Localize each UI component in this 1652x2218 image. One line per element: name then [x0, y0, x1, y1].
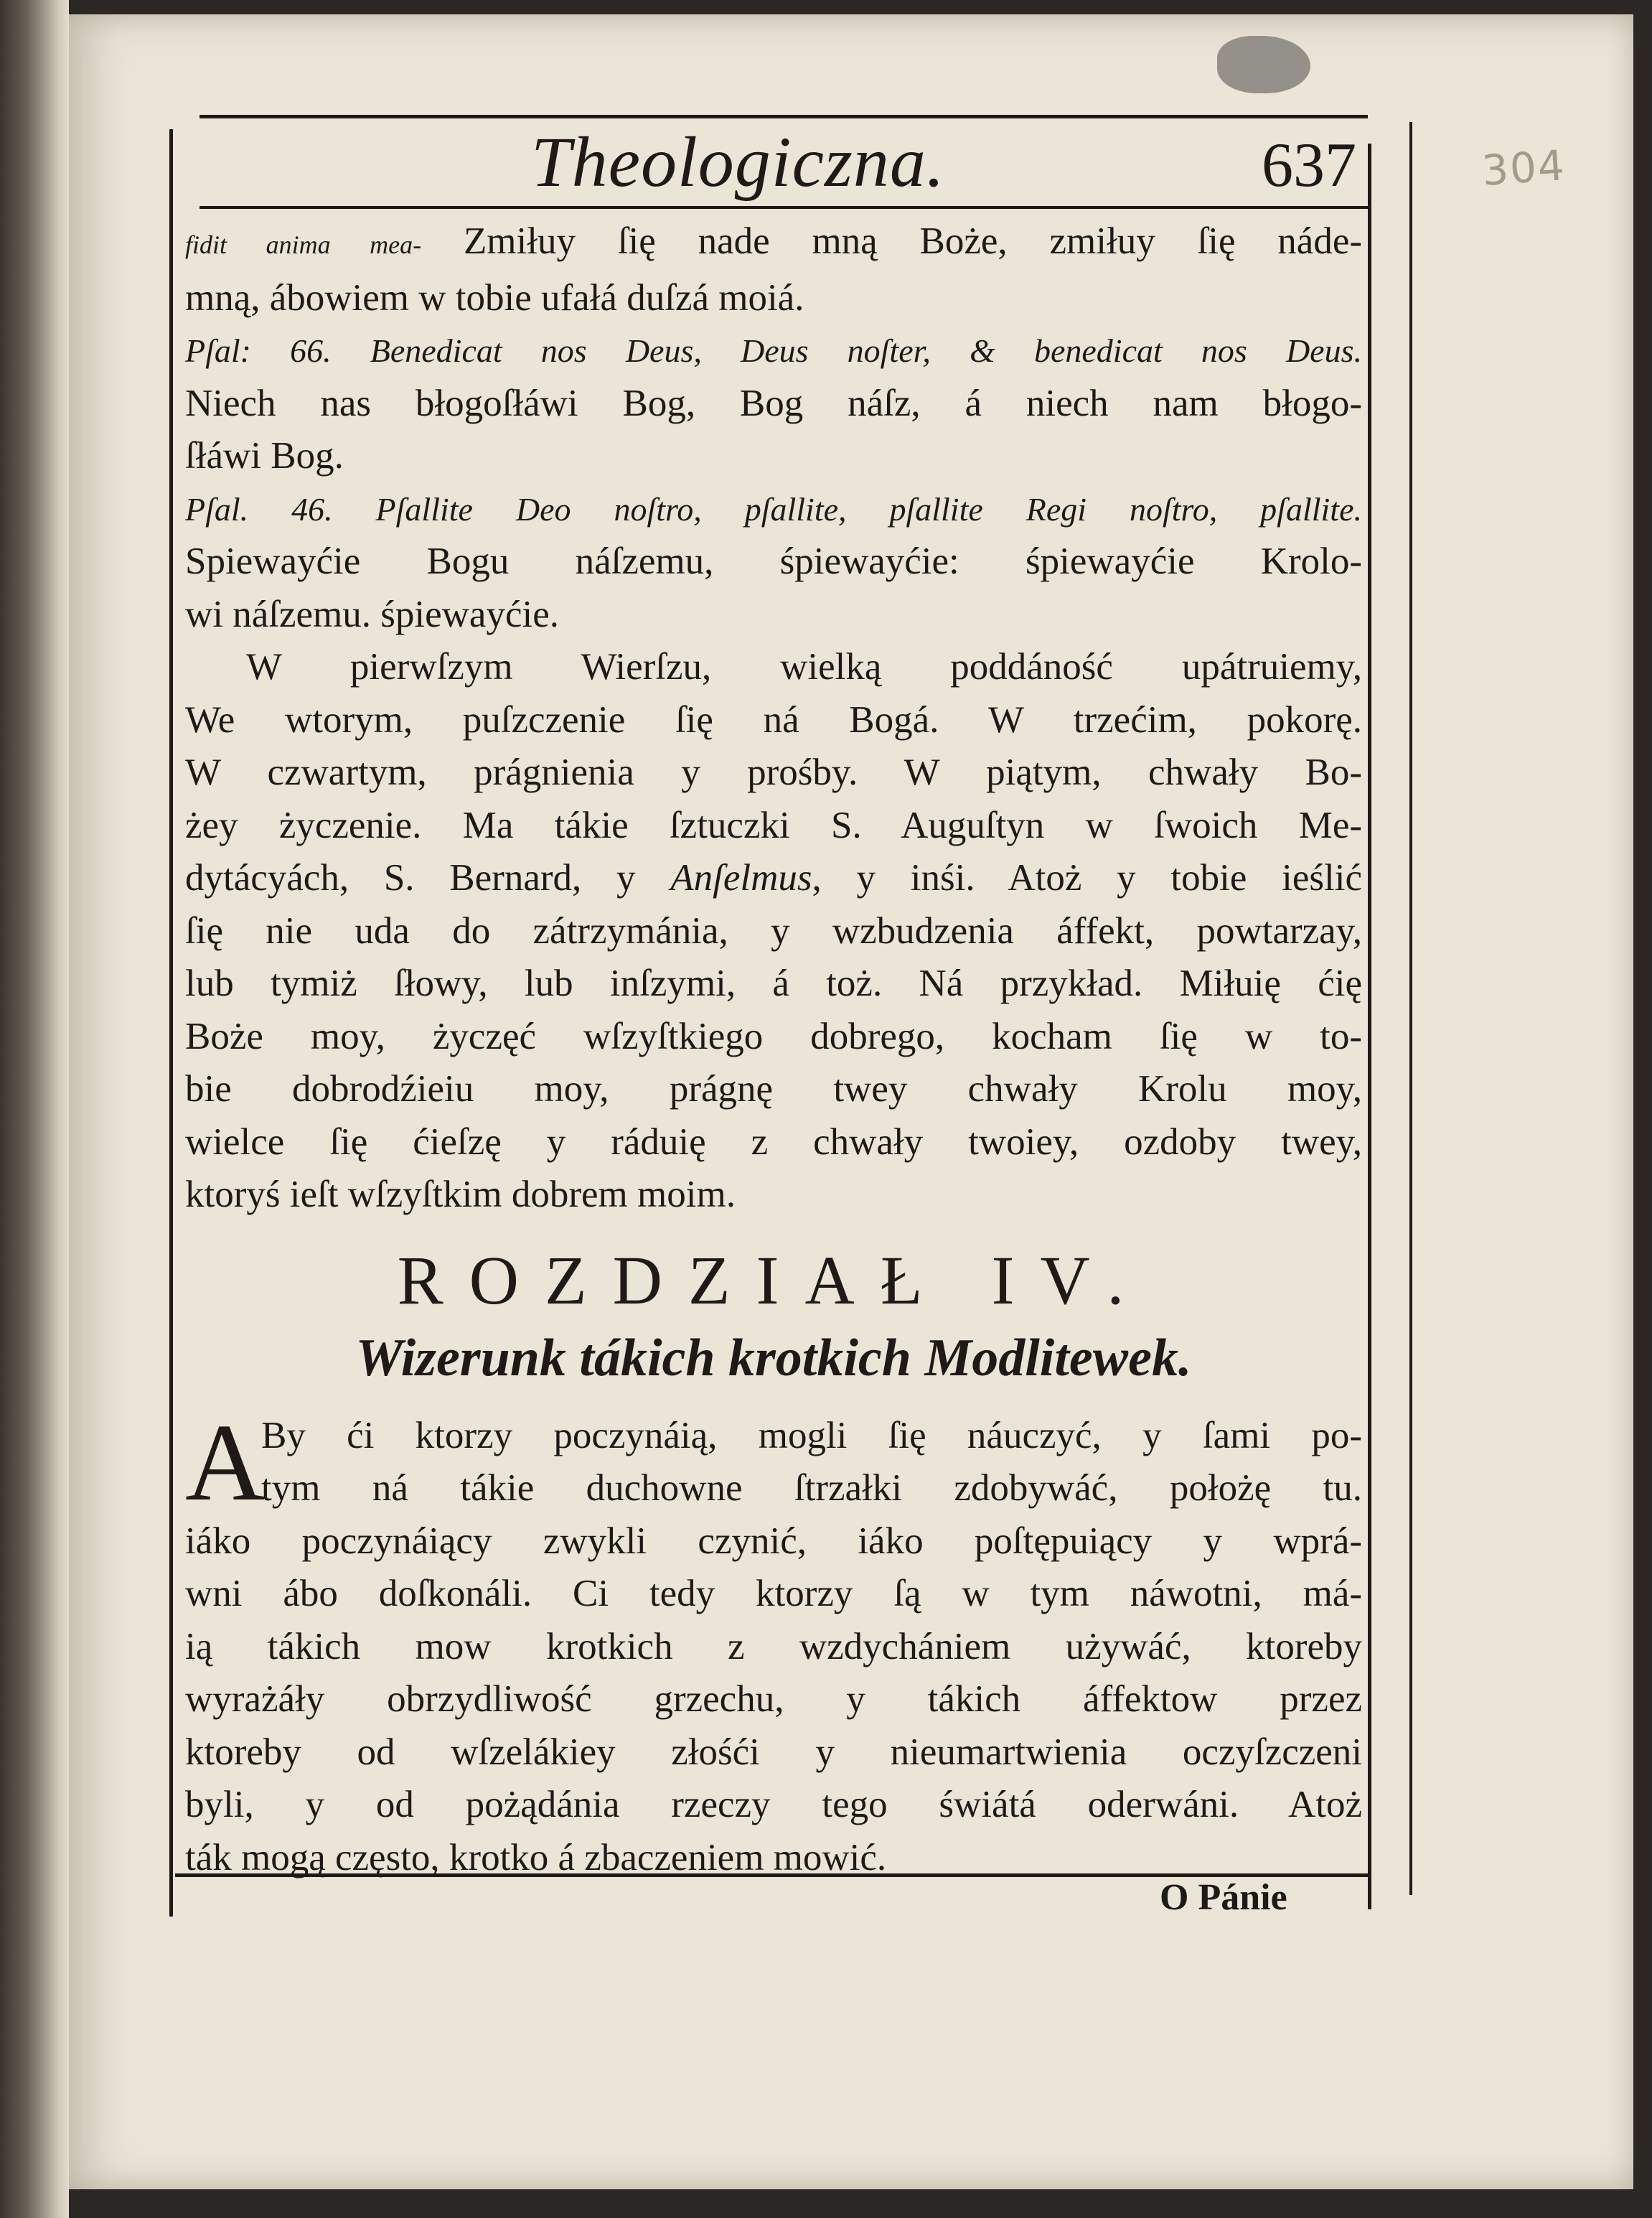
text-line: byli, y od pożądánia rzeczy tego świátá oderwáni. Atoż: [185, 1784, 1362, 1825]
text-line: Boże moy, życzęć wſzyſtkiego dobrego, kocham ſię w to-: [185, 1015, 1362, 1057]
latin-psalm-line: Pſal. 46. Pſallite Deo noſtro, pſallite, pſallite Regi noſtro, pſallite.: [185, 490, 1362, 528]
frame-left-rule: [169, 129, 173, 1917]
text-line: żey życzenie. Ma tákie ſztuczki S. Auguſtyn w ſwoich Me-: [185, 804, 1362, 846]
latin-psalm-line: Pſal: 66. Benedicat nos Deus, Deus noſter, & benedicat nos Deus.: [185, 332, 1362, 369]
margin-note: fidit anima mea-: [185, 230, 422, 259]
text-line: Spiewayćie Bogu náſzemu, śpiewayćie: śpiewayćie Krolo-: [185, 541, 1362, 582]
frame-outer-right-rule: [1409, 122, 1412, 1895]
frame-right-rule: [1368, 144, 1371, 1909]
text-line: tym ná tákie duchowne ſtrzałki zdobywáć, położę tu.: [261, 1467, 1362, 1509]
drop-cap: A: [185, 1401, 266, 1524]
text-line: lub tymiż ſłowy, lub inſzymi, á toż. Ná przykład. Miłuię ćię: [185, 963, 1362, 1004]
catchword: O Pánie: [1160, 1877, 1287, 1918]
text-line: bie dobrodźieiu moy, prágnę twey chwały Krolu moy,: [185, 1068, 1362, 1110]
text-line: ſię nie uda do zátrzymánia, y wzbudzenia áffekt, powtarzay,: [185, 909, 1362, 952]
body-text: [185, 215, 1362, 1884]
ink-stain: [1217, 36, 1310, 93]
text-line: By ći ktorzy poczynáią, mogli ſię náuczyć, y ſami po-: [261, 1414, 1362, 1456]
chapter-paragraph: [185, 1401, 1362, 1885]
text-line: mną, ábowiem w tobie ufałá duſzá moiá.: [185, 276, 804, 319]
text-line: wi náſzemu. śpiewayćie.: [185, 593, 559, 635]
text-line: fidit anima mea- Zmiłuy ſię nade mną Boże, zmiłuy ſię náde-: [185, 220, 1362, 262]
text-line: W czwartym, prágnienia y prośby. W piątym, chwały Bo-: [185, 752, 1362, 793]
running-title: Theologiczna.: [531, 122, 945, 202]
text-line: ktoryś ieſt wſzyſtkim dobrem moim.: [185, 1174, 736, 1215]
frame-header-rule: [200, 206, 1369, 209]
chapter-title: ROZDZIAŁ IV.: [397, 1241, 1150, 1319]
text-line: Niech nas błogoſłáwi Bog, Bog náſz, á niech nam błogo-: [185, 382, 1362, 424]
text-line: We wtorym, puſzczenie ſię ná Bogá. W trzećim, pokorę.: [185, 698, 1362, 741]
page-number: 637: [1262, 131, 1356, 200]
text-line: wni ábo doſkonáli. Ci tedy ktorzy ſą w tym náwotni, má-: [185, 1573, 1362, 1614]
text-line: dytácyách, S. Bernard, y Anſelmus, y inśi. Atoż y tobie ieślić: [185, 857, 1362, 899]
text-line: iáko poczynáiący zwykli czynić, iáko poſtępuiący y wprá-: [185, 1520, 1362, 1562]
chapter-subtitle: Wizerunk tákich krotkich Modlitewek.: [355, 1328, 1192, 1388]
text-line: ią tákich mow krotkich z wzdychániem używáć, ktoreby: [185, 1625, 1362, 1667]
text-line: ſłáwi Bog.: [185, 435, 344, 477]
page-header: [172, 113, 1364, 200]
handwritten-note: 304: [1480, 141, 1567, 195]
text-line: wielce ſię ćieſzę y ráduię z chwały twoiey, ozdoby twey,: [185, 1120, 1362, 1163]
text-line: ktoreby od wſzelákiey złośći y nieumartwienia oczyſzczeni: [185, 1731, 1362, 1773]
text-line: wyrażáły obrzydliwość grzechu, y tákich áffektow przez: [185, 1678, 1362, 1720]
book-spine: [0, 0, 69, 2218]
text-line: ták mogą często, krotko á zbaczeniem mowić.: [185, 1836, 887, 1878]
text-line: W pierwſzym Wierſzu, wielką poddáność upátruiemy,: [246, 646, 1362, 688]
